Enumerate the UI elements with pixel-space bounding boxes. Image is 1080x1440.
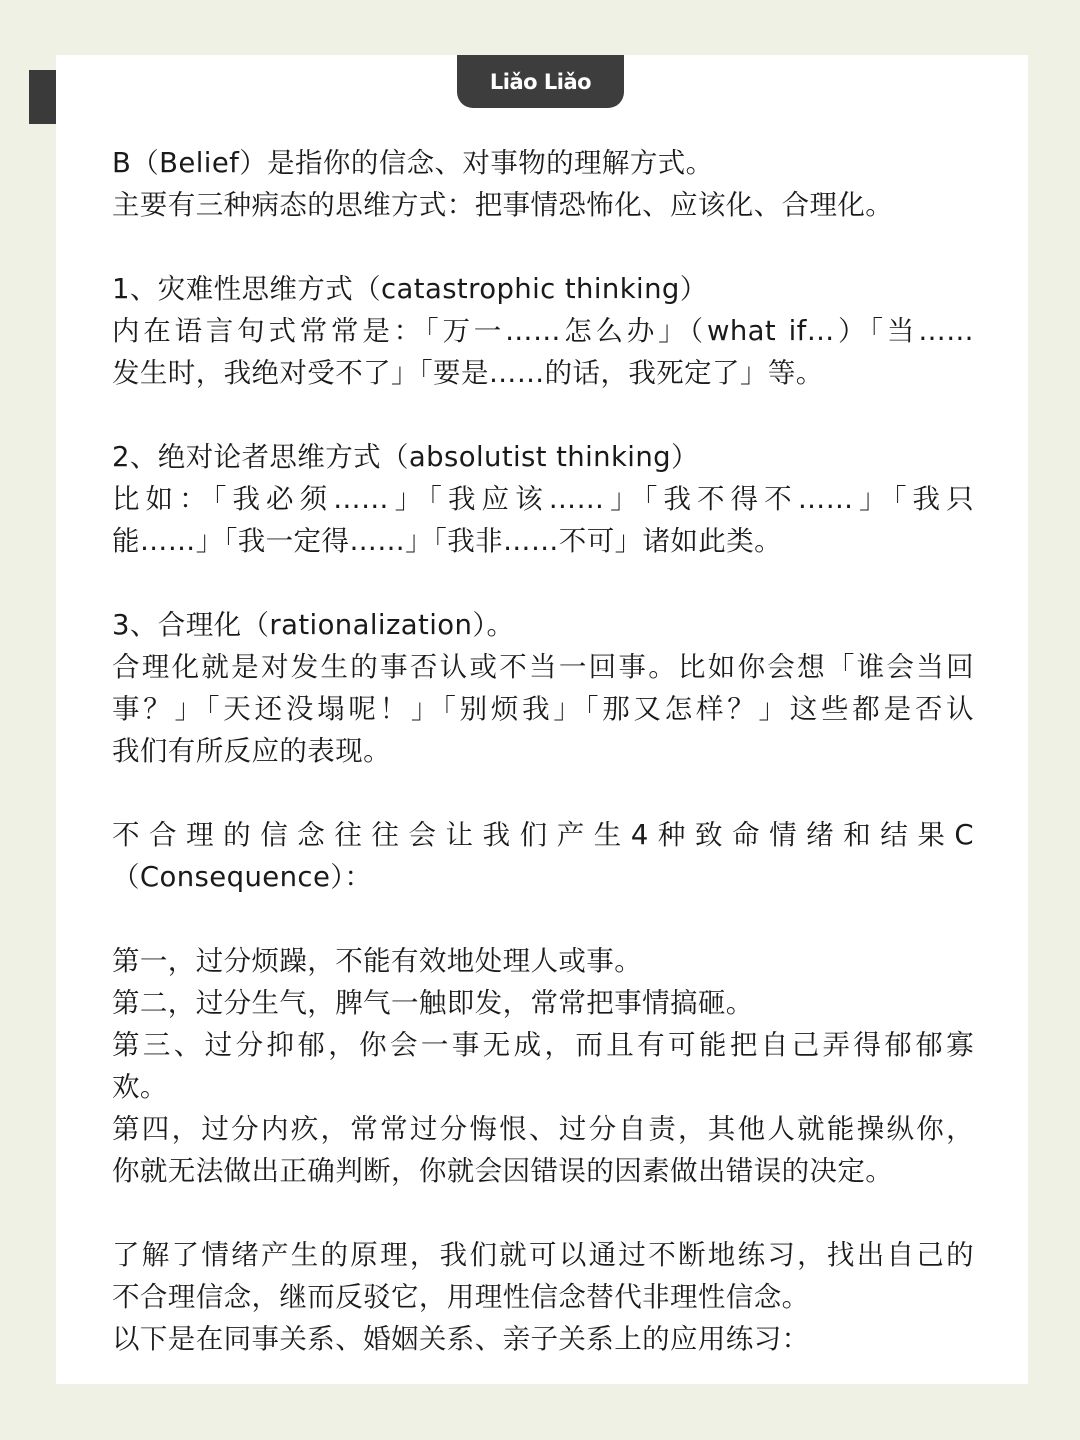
list-item: 第四，过分内疚，常常过分悔恨、过分自责，其他人就能操纵你，: [112, 1113, 974, 1145]
paragraph-gap: [112, 226, 974, 268]
section-heading: 2、绝对论者思维方式（absolutist thinking）: [112, 441, 699, 473]
side-bookmark-tab: [29, 70, 56, 124]
text-line: 主要有三种病态的思维方式：把事情恐怖化、应该化、合理化。: [112, 189, 894, 221]
section-heading: 3、合理化（rationalization）。: [112, 609, 515, 641]
text-line: 欢。: [112, 1071, 168, 1103]
text-line: 不合理的信念往往会让我们产生4种致命情绪和结果C: [112, 819, 974, 851]
section-heading: 1、灾难性思维方式（catastrophic thinking）: [112, 273, 708, 305]
paragraph-gap: [112, 562, 974, 604]
text-line: 比如：「我必须……」「我应该……」「我不得不……」「我只: [112, 483, 974, 515]
paragraph-gap: [112, 1192, 974, 1234]
text-line: 事？」「天还没塌呢！」「别烦我」「那又怎样？」这些都是否认: [112, 693, 974, 725]
paragraph-gap: [112, 394, 974, 436]
list-item: 第三、过分抑郁，你会一事无成，而且有可能把自己弄得郁郁寡: [112, 1029, 974, 1061]
text-line: 内在语言句式常常是：「万一……怎么办」（what if…）「当……: [112, 315, 974, 347]
brand-logo-text: Liǎo Liǎo: [489, 69, 592, 94]
text-line: B（Belief）是指你的信念、对事物的理解方式。: [112, 147, 714, 179]
brand-logo: [457, 55, 624, 108]
paragraph-gap: [112, 898, 974, 940]
text-line: 不合理信念，继而反驳它，用理性信念替代非理性信念。: [112, 1281, 810, 1313]
text-line: 了解了情绪产生的原理，我们就可以通过不断地练习，找出自己的: [112, 1239, 974, 1271]
paragraph-gap: [112, 772, 974, 814]
article-body: [112, 142, 974, 1360]
text-line: 我们有所反应的表现。: [112, 735, 391, 767]
text-line: 发生时，我绝对受不了」「要是……的话，我死定了」等。: [112, 357, 824, 389]
text-line: 能……」「我一定得……」「我非……不可」诸如此类。: [112, 525, 782, 557]
list-item: 第一，过分烦躁，不能有效地处理人或事。: [112, 945, 643, 977]
text-line: 合理化就是对发生的事否认或不当一回事。比如你会想「谁会当回: [112, 651, 974, 683]
list-item: 第二，过分生气，脾气一触即发，常常把事情搞砸。: [112, 987, 754, 1019]
text-line: 你就无法做出正确判断，你就会因错误的因素做出错误的决定。: [112, 1155, 894, 1187]
text-line: （Consequence）：: [112, 861, 373, 893]
text-line: 以下是在同事关系、婚姻关系、亲子关系上的应用练习：: [112, 1323, 810, 1355]
